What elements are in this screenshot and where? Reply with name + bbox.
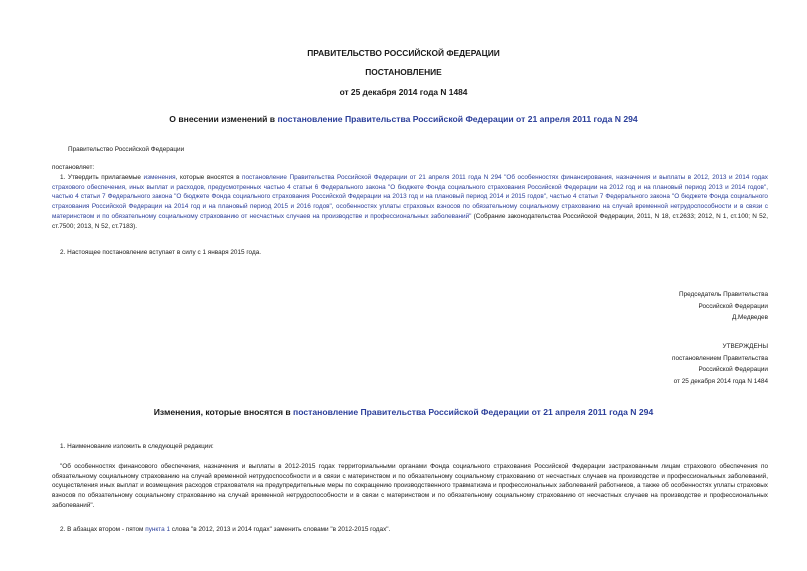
approved-block <box>480 341 768 387</box>
document-type: ПОСТАНОВЛЕНИЕ <box>365 67 442 77</box>
intro-text: Правительство Российской Федерации <box>68 146 185 153</box>
p1-link-changes[interactable]: изменения <box>143 174 176 181</box>
government-heading: ПРАВИТЕЛЬСТВО РОССИЙСКОЙ ФЕДЕРАЦИИ <box>307 48 500 58</box>
p1-text-2: , которые вносятся в <box>175 174 243 181</box>
p1-link-decree[interactable]: постановление Правительства Российской Федерации от 21 апреля 2011 года N 294 "Об особенностях финансирования, назначения и выплаты в 2012, 2013 и 2014 годах страхового обеспечения, иных выплат и расходов, предусмотренных частью 4 статьи 6 Федерального закона "О бюджете Фонда социального страхования Российской Федерации на 2012 год и на плановый период 2013 и 2014 годов", частью 4 статьи 7 Федерального закона "О бюджете Фонда социального страхования Российской Федерации на 2013 год и на плановый период 2014 и 2015 годов", частью 4 статьи 7 Федерального закона "О бюджете Фонда социального страхования Российской Федерации на 2014 год и на плановый период 2015 и 2016 годов", особенностях уплаты страховых взносов по обязательному социальному страхованию на случай временной нетрудоспособности и в связи с материнством и по обязательному социальному страхованию от несчастных случаев на производстве и профессиональных заболеваний" <box>52 174 768 220</box>
paragraph-1 <box>52 173 768 231</box>
title-link[interactable]: постановление Правительства Российской Федерации от 21 апреля 2011 года N 294 <box>277 114 638 124</box>
signature-block <box>480 289 768 324</box>
changes-title <box>0 407 807 417</box>
title-prefix: О внесении изменений в <box>169 114 278 124</box>
item2-text-1: 2. В абзацах втором - пятом <box>60 526 146 533</box>
signature-line-1: Председатель Правительства <box>679 291 768 298</box>
postanovlyaet-text: постановляет: <box>52 164 95 171</box>
paragraph-2: 2. Настоящее постановление вступает в силу с 1 января 2015 года. <box>60 249 262 256</box>
signature-line-2: Российской Федерации <box>698 302 768 310</box>
approved-line-3: Российской Федерации <box>698 366 768 374</box>
changes-title-prefix: Изменения, которые вносятся в <box>153 407 294 417</box>
changes-title-link[interactable]: постановление Правительства Российской Федерации от 21 апреля 2011 года N 294 <box>293 407 654 417</box>
change-item-2 <box>60 525 390 535</box>
change-quote <box>52 462 768 511</box>
change-item-1: 1. Наименование изложить в следующей редакции: <box>60 443 214 450</box>
p1-text-3: (Собрание законодательства Российской Федерации, 2011, N 18, ст.2633; 2012, N 1, ст.100; N 52, ст.7500; 2013, N 52, ст.7183). <box>52 212 768 230</box>
approved-line-1: УТВЕРЖДЕНЫ <box>722 343 768 350</box>
signature-line-3: Д.Медведев <box>731 314 768 322</box>
approved-line-4: от 25 декабря 2014 года N 1484 <box>673 377 768 385</box>
item2-link[interactable]: пункта 1 <box>145 526 171 533</box>
p1-text-1: 1. Утвердить прилагаемые <box>60 174 144 181</box>
item2-text-2: слова "в 2012, 2013 и 2014 годах" заменить словами "в 2012-2015 годах". <box>170 526 391 533</box>
change-quote-text: "Об особенностях финансового обеспечения, назначения и выплаты в 2012-2015 годах территориальными органами Фонда социального страхования Российской Федерации застрахованным лицам страхового обеспечения по обязательному социальному страхованию на случай временной нетрудоспособности и в связи с материнством и по обязательному социальному страхованию от несчастных случаев на производстве и профессиональных заболеваний, осуществления иных выплат и возмещения расходов страхователя на предупредительные меры по сокращению производственного травматизма и профессиональных заболеваний работников, а также об особенностях уплаты страховых взносов по обязательному социальному страхованию на случай временной нетрудоспособности и в связи с материнством и по обязательному социальному страхованию от несчастных случаев на производстве и профессиональных заболеваний". <box>52 463 768 509</box>
approved-line-2: постановлением Правительства <box>672 354 768 362</box>
document-date-number: от 25 декабря 2014 года N 1484 <box>339 87 468 97</box>
document-title <box>0 114 807 124</box>
